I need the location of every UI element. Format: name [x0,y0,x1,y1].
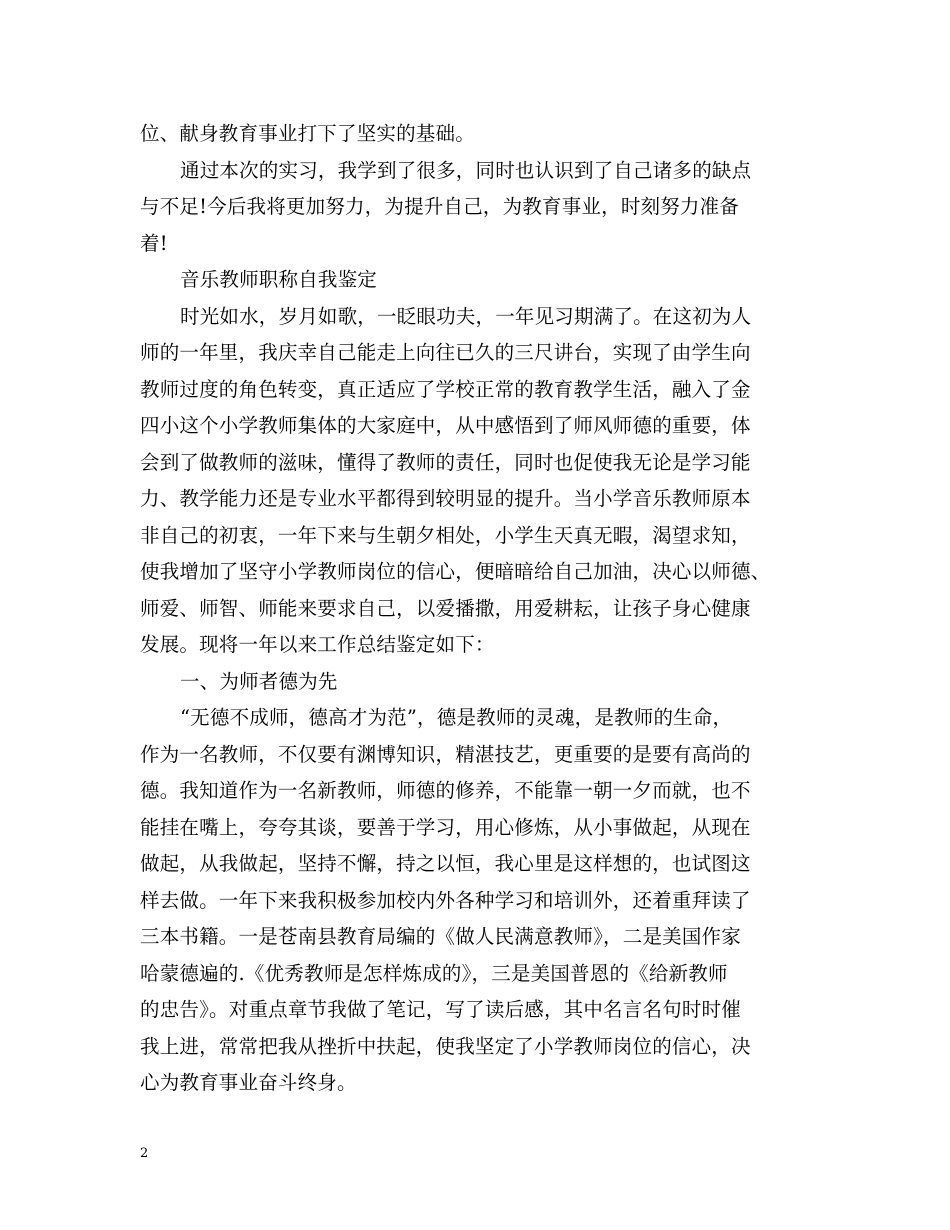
text-line: 德。我知道作为一名新教师，师德的修养，不能靠一朝一夕而就，也不 [140,779,751,802]
text-line: 与不足!今后我将更加努力，为提升自己，为教育事业，时刻努力准备 [140,195,740,218]
text-line: 音乐教师职称自我鉴定 [180,268,378,291]
text-line: 力、教学能力还是专业水平都得到较明显的提升。当小学音乐教师原本 [140,487,751,510]
text-line: 非自己的初衷，一年下来与生朝夕相处，小学生天真无暇，渴望求知， [140,523,751,547]
text-line: 会到了做教师的滋味，懂得了教师的责任，同时也促使我无论是学习能 [140,450,751,474]
text-line: 做起，从我做起，坚持不懈，持之以恒，我心里是这样想的，也试图这 [140,852,751,875]
text-line: 教师过度的角色转变，真正适应了学校正常的教育教学生活，融入了金 [140,377,751,401]
text-line: 一、为师者德为先 [180,669,338,693]
text-line: 师的一年里，我庆幸自己能走上向往已久的三尺讲台，实现了由学生向 [140,341,751,364]
text-line: 三本书籍。一是苍南县教育局编的《做人民满意教师》，二是美国作家 [140,925,741,948]
text-line: 四小这个小学教师集体的大家庭中，从中感悟到了师风师德的重要，体 [140,414,751,437]
text-line: 时光如水，岁月如歌，一眨眼功夫，一年见习期满了。在这初为人 [180,304,752,328]
text-line: 发展。现将一年以来工作总结鉴定如下： [140,633,495,656]
text-line: 师爱、师智、师能来要求自己，以爱播撒，用爱耕耘，让孩子身心健康 [140,596,751,620]
text-line: “无德不成师，德高才为范”，德是教师的灵魂，是教师的生命， [180,706,733,729]
text-line: 心为教育事业奋斗终身。 [140,1071,357,1094]
document-body [140,116,830,1102]
text-line: 着! [140,231,168,255]
page-number: 2 [140,1146,149,1161]
text-line: 通过本次的实习，我学到了很多，同时也认识到了自己诸多的缺点 [180,158,752,182]
text-line: 使我增加了坚守小学教师岗位的信心，便暗暗给自己加油，决心以师德、 [140,560,771,583]
text-line: 哈蒙德遍的.《优秀教师是怎样炼成的》，三是美国普恩的《给新教师 [140,961,728,985]
text-line: 我上进，常常把我从挫折中扶起，使我坚定了小学教师岗位的信心，决 [140,1034,751,1058]
text-line: 位、献身教育事业打下了坚实的基础。 [140,122,475,145]
text-line: 作为一名教师，不仅要有渊博知识，精湛技艺，更重要的是要有高尚的 [140,742,751,766]
text-line: 能挂在嘴上，夸夸其谈，要善于学习，用心修炼，从小事做起，从现在 [140,815,751,839]
text-line: 的忠告》。对重点章节我做了笔记，写了读后感，其中名言名句时时催 [140,998,741,1021]
text-line: 样去做。一年下来我积极参加校内外各种学习和培训外，还着重拜读了 [140,888,751,912]
